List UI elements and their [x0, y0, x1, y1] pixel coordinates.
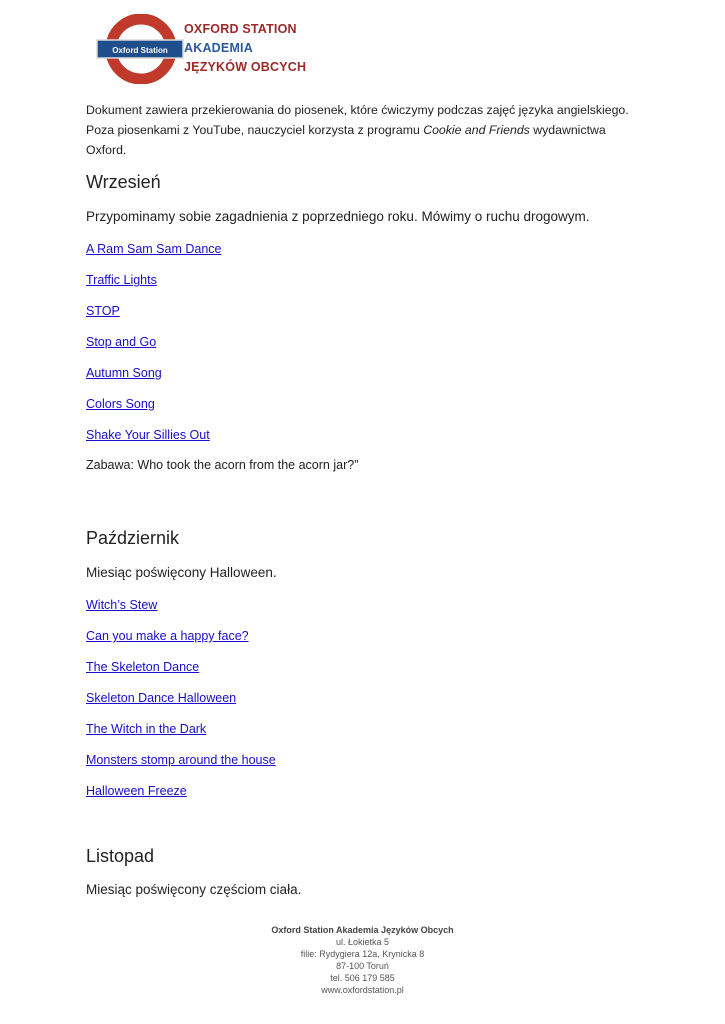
- section-heading-listopad: Listopad: [86, 846, 155, 866]
- song-link[interactable]: Monsters stomp around the house: [86, 753, 276, 767]
- footer-company-name: Oxford Station Akademia Języków Obcych: [271, 925, 454, 935]
- page-footer: [0, 924, 725, 996]
- footer-city: 87-100 Toruń: [336, 961, 389, 971]
- footer-street: ul. Łokietka 5: [335, 937, 390, 947]
- roundel-logo-icon: [96, 14, 186, 84]
- logo-line-2: AKADEMIA: [184, 41, 253, 55]
- section-heading-wrzesien: Wrzesień: [86, 172, 161, 192]
- section-heading-pazdziernik: Październik: [86, 528, 180, 548]
- footer-phone: tel. 506 179 585: [330, 973, 395, 983]
- logo-line-3: JĘZYKÓW OBCYCH: [184, 60, 307, 74]
- footer-branches: filie: Rydygiera 12a, Krynicka 8: [300, 949, 425, 959]
- song-link[interactable]: Autumn Song: [86, 366, 162, 380]
- song-link[interactable]: STOP: [86, 304, 120, 318]
- song-link[interactable]: A Ram Sam Sam Dance: [86, 242, 222, 256]
- game-note: Zabawa: Who took the acorn from the acorn jar?”: [86, 458, 359, 472]
- logo-brand-text: Oxford Station: [112, 46, 168, 55]
- section-desc-pazdziernik: Miesiąc poświęcony Halloween.: [86, 565, 277, 580]
- song-link[interactable]: Halloween Freeze: [86, 784, 187, 798]
- intro-block: [86, 100, 646, 160]
- song-link[interactable]: Witch’s Stew: [86, 598, 158, 612]
- intro-text-1: Dokument zawiera przekierowania do piosenek, które ćwiczymy podczas zajęć języka angielskiego. Poza piosenkami z YouTube, nauczyciel korzysta z programu: [86, 103, 629, 137]
- song-link[interactable]: Traffic Lights: [86, 273, 157, 287]
- song-link[interactable]: Stop and Go: [86, 335, 157, 349]
- song-link[interactable]: Can you make a happy face?: [86, 629, 249, 643]
- intro-italic-title: Cookie and Friends: [423, 123, 530, 137]
- section-desc-wrzesien: Przypominamy sobie zagadnienia z poprzedniego roku. Mówimy o ruchu drogowym.: [86, 209, 590, 224]
- song-link[interactable]: Shake Your Sillies Out: [86, 428, 210, 442]
- logo-line-1: OXFORD STATION: [184, 22, 297, 36]
- song-link[interactable]: The Skeleton Dance: [86, 660, 200, 674]
- logo-text: [184, 20, 306, 77]
- intro-paragraph: [86, 100, 646, 160]
- footer-website: www.oxfordstation.pl: [321, 985, 404, 995]
- intro-text-2: wydawnictwa Oxford.: [86, 123, 606, 157]
- section-desc-listopad: Miesiąc poświęcony częściom ciała.: [86, 882, 302, 897]
- song-link[interactable]: Colors Song: [86, 397, 155, 411]
- song-link[interactable]: The Witch in the Dark: [86, 722, 207, 736]
- song-link[interactable]: Skeleton Dance Halloween: [86, 691, 237, 705]
- oxford-station-logo: [96, 14, 306, 84]
